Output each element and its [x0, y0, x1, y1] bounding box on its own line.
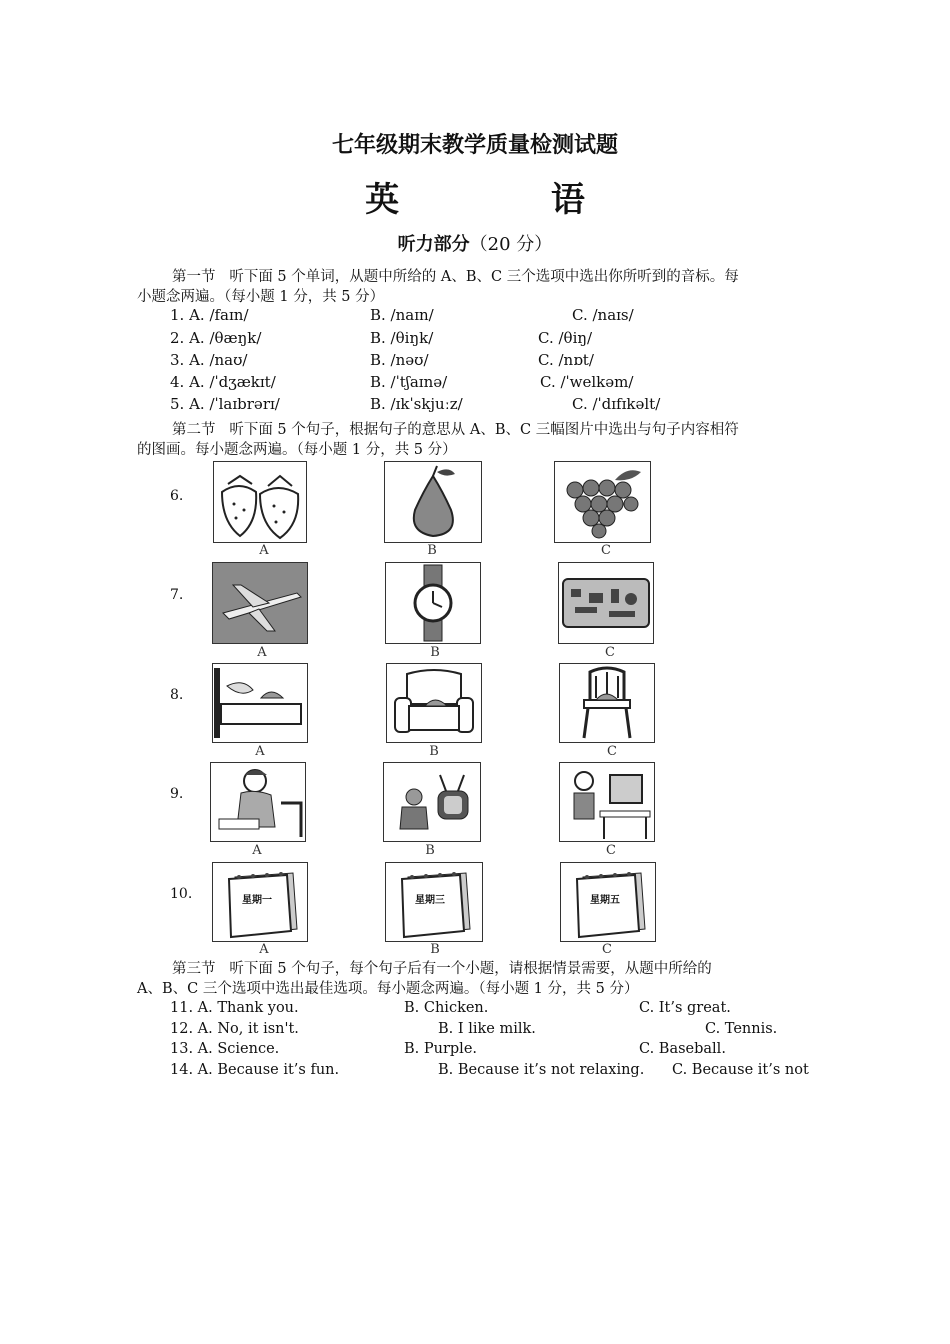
option-label-a: A — [259, 543, 269, 558]
option-c: C. /ˈdɪfɪkəlt/ — [572, 395, 661, 413]
s3-question-13 — [0, 1039, 950, 1060]
calendar-day-label: 星期三 — [415, 895, 445, 906]
cap-on-sofa-picture — [386, 663, 482, 743]
option-b: B. /θiŋk/ — [370, 329, 434, 347]
option-c: C. Baseball. — [639, 1041, 726, 1057]
option-a: 12. A. No, it isn't. — [170, 1021, 299, 1037]
option-b: B. Because it’s not relaxing. — [438, 1062, 645, 1078]
calendar-day-label: 星期五 — [590, 895, 620, 906]
section1-head: 第一节 — [172, 269, 216, 285]
option-c: C. Because it’s not — [672, 1062, 809, 1078]
option-label-a: A — [252, 843, 262, 858]
q7-number: 7. — [170, 587, 184, 603]
part-heading — [0, 230, 950, 256]
part-label: 听力部分 — [397, 234, 470, 255]
pear-picture — [384, 461, 482, 543]
s3-question-14 — [0, 1060, 950, 1081]
airplane-picture — [212, 562, 308, 644]
strawberries-picture — [213, 461, 307, 543]
part-score: （20 分） — [469, 234, 553, 255]
option-label-c: C — [602, 942, 612, 957]
option-label-c: C — [607, 744, 617, 759]
option-label-b: B — [430, 645, 440, 660]
option-b: B. Chicken. — [404, 1000, 489, 1016]
option-label-b: B — [427, 543, 437, 558]
s1-question-3 — [0, 349, 950, 371]
option-c: C. /naɪs/ — [572, 306, 634, 324]
option-b: B. Purple. — [404, 1041, 478, 1057]
option-c: C. /nɒt/ — [538, 351, 594, 369]
section2-instruction-cont: 的图画。每小题念两遍。（每小题 1 分，共 5 分） — [137, 442, 457, 458]
section3-text: 听下面 5 个句子，每个句子后有一个小题，请根据情景需要，从题中所给的 — [229, 961, 712, 977]
subject-title: 英 语 — [365, 180, 655, 220]
option-c: C. /ˈwelkəm/ — [540, 373, 634, 391]
s1-question-4 — [0, 371, 950, 393]
section1-text: 听下面 5 个单词，从题中所给的 A、B、C 三个选项中选出你所听到的音标。每 — [229, 269, 739, 285]
q10-number: 10. — [170, 886, 193, 902]
exam-title: 七年级期末教学质量检测试题 — [331, 133, 618, 158]
boy-writing-picture — [210, 762, 306, 842]
option-label-a: A — [257, 645, 267, 660]
s3-question-12 — [0, 1019, 950, 1040]
option-a: 14. A. Because it’s fun. — [170, 1062, 340, 1078]
section3-instruction — [172, 959, 822, 979]
option-a: 11. A. Thank you. — [170, 1000, 299, 1016]
option-b: B. /nəʊ/ — [370, 351, 429, 369]
option-b: B. /naɪn/ — [370, 306, 434, 324]
option-a: 1. A. /faɪn/ — [170, 306, 249, 324]
option-label-c: C — [605, 645, 615, 660]
option-a: 3. A. /naʊ/ — [170, 351, 248, 369]
option-label-b: B — [425, 843, 435, 858]
option-a: 4. A. /ˈdʒækɪt/ — [170, 373, 276, 391]
option-b: B. I like milk. — [438, 1021, 536, 1037]
option-a: 2. A. /θæŋk/ — [170, 329, 262, 347]
section2-instruction — [172, 420, 822, 440]
option-a: 5. A. /ˈlaɪbrərɪ/ — [170, 395, 280, 413]
option-label-c: C — [606, 843, 616, 858]
section3-instruction-cont: A、B、C 三个选项中选出最佳选项。每小题念两遍。（每小题 1 分，共 5 分） — [137, 981, 639, 997]
s1-question-5 — [0, 393, 950, 415]
q9-number: 9. — [170, 786, 184, 802]
calendar-day-label: 星期一 — [242, 895, 272, 906]
s1-question-2 — [0, 327, 950, 349]
section2-text: 听下面 5 个句子，根据句子的意思从 A、B、C 三幅图片中选出与句子内容相符 — [229, 422, 739, 438]
calendar-monday-picture — [212, 862, 308, 942]
grapes-picture — [554, 461, 651, 543]
section2-head: 第二节 — [172, 422, 216, 438]
section1-instruction-cont: 小题念两遍。（每小题 1 分，共 5 分） — [137, 289, 385, 305]
q8-number: 8. — [170, 687, 184, 703]
boy-at-computer-picture — [559, 762, 655, 842]
option-label-c: C — [601, 543, 611, 558]
watch-picture — [385, 562, 481, 644]
option-label-b: B — [429, 744, 439, 759]
option-b: B. /ˈtʃaɪnə/ — [370, 373, 448, 391]
option-c: C. It’s great. — [639, 1000, 731, 1016]
calendar-friday-picture — [560, 862, 656, 942]
s3-question-11 — [0, 998, 950, 1019]
section1-instruction — [172, 267, 822, 287]
option-c: C. Tennis. — [705, 1021, 778, 1037]
option-b: B. /ɪkˈskjuːz/ — [370, 395, 463, 413]
circuit-board-picture — [558, 562, 654, 644]
option-label-a: A — [259, 942, 269, 957]
calendar-wednesday-picture — [385, 862, 483, 942]
section3-head: 第三节 — [172, 961, 216, 977]
s1-question-1 — [0, 304, 950, 326]
q6-number: 6. — [170, 488, 184, 504]
cap-on-chair-picture — [559, 663, 655, 743]
option-label-a: A — [255, 744, 265, 759]
cap-on-bed-picture — [212, 663, 308, 743]
option-label-b: B — [430, 942, 440, 957]
option-c: C. /θiŋ/ — [538, 329, 593, 347]
boy-watching-tv-picture — [383, 762, 481, 842]
option-a: 13. A. Science. — [170, 1041, 280, 1057]
